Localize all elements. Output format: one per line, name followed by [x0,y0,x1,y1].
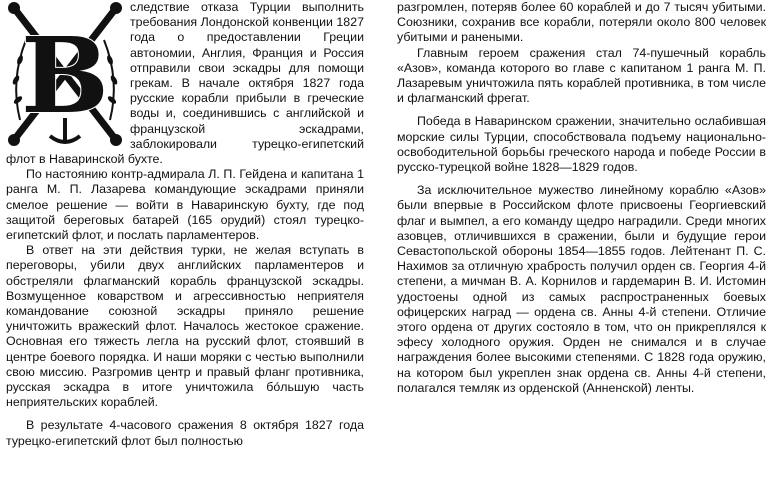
right-column [397,0,766,396]
left-column [6,0,364,449]
right-paragraph-3: Победа в Наваринском сражении, значительно ослабившая морские силы Турции, способствовала подъему национально-освободительной борьбы греческого народа и победе России в русско-турецкой войне 1828—1829 годов. [397,114,766,175]
left-paragraph-3: В ответ на эти действия турки, не желая вступать в переговоры, убили двух английских парламентеров и обстреляли флагманский корабль французской эскадры. Возмущенное коварством и агрессивностью неприятеля командование союзной эскадры приняло решение уничтожить вражеский флот. Началось жестокое сражение. Основная его тяжесть легла на русский флот, стоявший в центре боевого порядка. И наши моряки с честью выполнили свою миссию. Разгромив центр и правый фланг противника, русская эскадра в итоге уничтожила бо́льшую часть неприятельских кораблей. [6,243,364,410]
dropcap-ornament [6,0,124,148]
right-paragraph-2: Главным героем сражения стал 74-пушечный корабль «Азов», команда которого во главе с капитаном 1 ранга М. П. Лазаревым уничтожила пять кораблей противника, в том числе и флагманский фрегат. [397,45,766,106]
dropcap-letter: В [21,14,109,137]
right-paragraph-4: За исключительное мужество линейному кораблю «Азов» были впервые в Российском флоте присвоены Георгиевский флаг и вымпел, а его команду щедро наградили. Среди многих азовцев, отличившихся в сражении, были и будущие герои Севастопольской обороны 1854—1855 годов. Лейтенант П. С. Нахимов за отличную храбрость получил орден св. Георгия 4-й степени, а мичман В. А. Корнилов и гардемарин В. И. Истомин удостоены одной из самых распространенных боевых офицерских наград — ордена св. Анны 4-й степени. Отличие этого ордена от других состояло в том, что он прикреплялся к эфесу холодного оружия. Орден не снимался и в случае награждения более высокими степенями. С 1828 года оружию, на котором был укреплен знак ордена св. Анны 4-й степени, полагался темляк из орденской (Анненской) ленты. [397,183,766,395]
left-paragraph-4: В результате 4-часового сражения 8 октября 1827 года турецко-египетский флот был полностью [6,418,364,448]
right-paragraph-1: разгромлен, потеряв более 60 кораблей и до 7 тысяч убитыми. Союзники, сохранив все корабли, потеряли около 800 человек убитыми и ранеными. [397,0,766,45]
left-paragraph-1: следствие отказа Турции выполнить требования Лондонской конвенции 1827 года о предоставлении Греции автономии, Англия, Франция и Россия отправили свои эскадры для помощи грекам. В начале октября 1827 года русские корабли прибыли в греческие воды и, соединившись с английской и французской эскадрами, заблокировали турецко-египетский флот в Наваринской бухте. [6,0,364,167]
left-paragraph-2: По настоянию контр-адмирала Л. П. Гейдена и капитана 1 ранга М. П. Лазарева командующие эскадрами приняли смелое решение — войти в Наваринскую бухту, где под защитой береговых батарей (165 орудий) стоял турецко-египетский флот, и послать парламентеров. [6,167,364,243]
